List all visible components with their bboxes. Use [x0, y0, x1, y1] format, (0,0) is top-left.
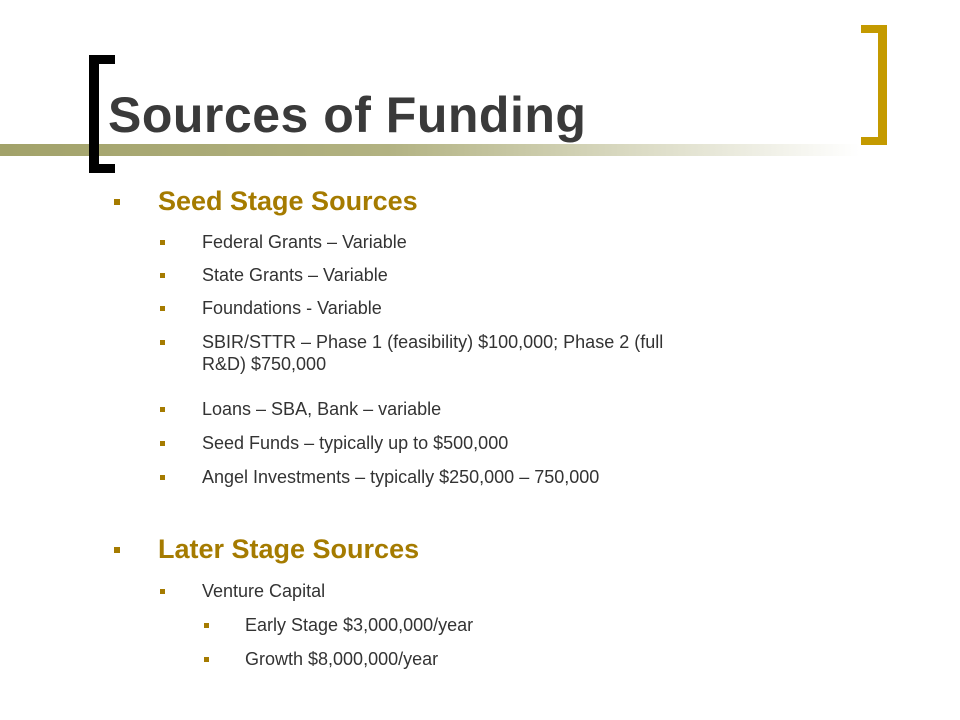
square-bullet-icon [160, 306, 165, 311]
right-bracket-decoration [878, 25, 887, 145]
square-bullet-icon [114, 199, 120, 205]
list-item-text: SBIR/STTR – Phase 1 (feasibility) $100,000; Phase 2 (full R&D) $750,000 [202, 332, 664, 374]
square-bullet-icon [160, 407, 165, 412]
list-item-text: Federal Grants – Variable [202, 232, 407, 252]
left-bracket-decoration [89, 55, 99, 173]
list-item-text: Foundations - Variable [202, 298, 382, 318]
square-bullet-icon [160, 273, 165, 278]
square-bullet-icon [114, 547, 120, 553]
section-heading-label: Later Stage Sources [158, 534, 420, 564]
section-heading-label: Seed Stage Sources [158, 186, 418, 216]
right-bracket-bottom [861, 137, 887, 145]
square-bullet-icon [204, 657, 209, 662]
list-item-text: Venture Capital [202, 581, 326, 601]
square-bullet-icon [160, 340, 165, 345]
left-bracket-top [89, 55, 115, 64]
square-bullet-icon [204, 623, 209, 628]
slide-title: Sources of Funding [108, 87, 587, 143]
list-item-text: Loans – SBA, Bank – variable [202, 399, 442, 419]
list-item-text: Growth $8,000,000/year [245, 649, 439, 669]
square-bullet-icon [160, 475, 165, 480]
list-item-text: State Grants – Variable [202, 265, 388, 285]
square-bullet-icon [160, 589, 165, 594]
square-bullet-icon [160, 441, 165, 446]
list-item-text: Seed Funds – typically up to $500,000 [202, 433, 509, 453]
list-item-text: Angel Investments – typically $250,000 – 750,000 [202, 467, 600, 487]
right-bracket-top [861, 25, 887, 33]
title-underline [0, 144, 860, 156]
left-bracket-bottom [89, 164, 115, 173]
square-bullet-icon [160, 240, 165, 245]
list-item-text: Early Stage $3,000,000/year [245, 615, 474, 635]
